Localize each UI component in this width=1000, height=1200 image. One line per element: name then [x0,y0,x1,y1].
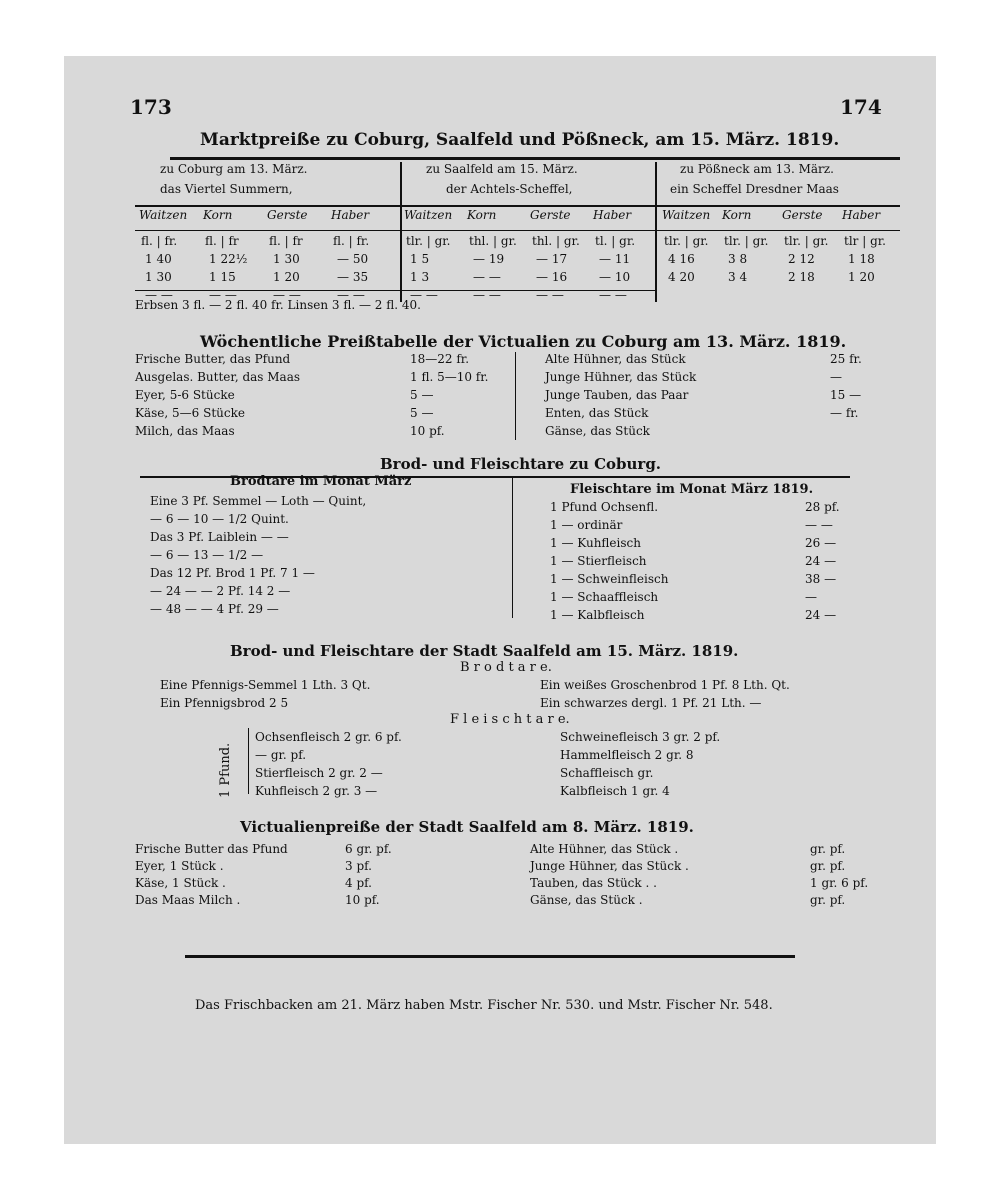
table-cell: — 10 [599,270,631,284]
fleisch-row: Kalbfleisch 1 gr. 4 [560,784,670,798]
fleisch-item: 1 — Stierfleisch [550,554,647,568]
column-header: Waitzen [662,208,711,222]
bakery-note: Das Frischbacken am 21. März haben Mstr. Fischer Nr. 530. und Mstr. Fischer Nr. 548. [195,998,773,1013]
brod-row: Ein weißes Groschenbrod 1 Pf. 8 Lth. Qt. [540,678,790,692]
unit-label: thl. | gr. [532,234,580,248]
market-footer: Erbsen 3 fl. — 2 fl. 40 fr. Linsen 3 fl. — 2 fl. 40. [135,298,421,312]
table-cell: 1 5 [410,252,430,266]
victual-item: Käse, 1 Stück . [135,876,226,890]
victual-item: Milch, das Maas [135,424,235,438]
rule [170,157,900,160]
victual-item: Alte Hühner, das Stück [545,352,686,366]
table-cell: 1 40 [145,252,172,266]
table-cell: — 19 [473,252,505,266]
column-header: Waitzen [139,208,188,222]
brod-row: Das 3 Pf. Laiblein — — [150,530,289,544]
column-header: Gerste [267,208,308,222]
bracket-label: 1 Pfund. [218,742,233,798]
fleisch-item: 1 — Kalbfleisch [550,608,645,622]
victual-price: 10 pf. [410,424,445,438]
fleisch-row: Hammelfleisch 2 gr. 8 [560,748,694,762]
table-cell: — — [209,288,237,302]
rule [135,205,900,207]
bracket-line [248,728,249,794]
unit-label: tlr. | gr. [664,234,709,248]
table-divider [400,162,402,302]
brod-row: Ein Pfennigsbrod 2 5 [160,696,289,710]
fleisch-price: 24 — [805,608,837,622]
table-cell: — — [145,288,173,302]
fleisch-price: 24 — [805,554,837,568]
victual-item: Alte Hühner, das Stück . [530,842,679,856]
brod-row: Eine 3 Pf. Semmel — Loth — Quint, [150,494,367,508]
table-cell: 1 20 [273,270,300,284]
table-cell: 1 18 [848,252,875,266]
brod-row: Eine Pfennigs-Semmel 1 Lth. 3 Qt. [160,678,371,692]
table-cell: 1 15 [209,270,236,284]
victual-price: 10 pf. [345,893,380,907]
victual-item: Junge Tauben, das Paar [545,388,689,402]
table-cell: — — [473,288,501,302]
brod-row: — 6 — 10 — 1/2 Quint. [150,512,289,526]
fleisch-price: 38 — [805,572,837,586]
table-cell: 1 3 [410,270,430,284]
fleisch-row: Kuhfleisch 2 gr. 3 — [255,784,378,798]
victual-item: Eyer, 1 Stück . [135,859,224,873]
victual-item: Junge Hühner, das Stück [545,370,697,384]
victual-item: Gänse, das Stück [545,424,650,438]
brod-subtitle: B r o d t a r e. [460,660,552,675]
fleisch-price: — [805,590,817,604]
table-cell: 1 30 [145,270,172,284]
rule [185,955,795,958]
table-cell: — — [599,288,627,302]
victual-item: Frische Butter, das Pfund [135,352,291,366]
table-cell: 3 4 [728,270,748,284]
column-divider [515,352,516,440]
market-title: Marktpreiße zu Coburg, Saalfeld und Pößneck, am 15. März. 1819. [200,130,840,150]
table-cell: — — [536,288,564,302]
coburg-head2: das Viertel Summern, [160,182,293,196]
victual-price: 5 — [410,406,434,420]
column-header: Haber [842,208,881,222]
table-cell: 1 30 [273,252,300,266]
victual-price: 3 pf. [345,859,372,873]
fleisch-item: 1 — Schaaffleisch [550,590,659,604]
unit-label: tlr. | gr. [724,234,769,248]
column-header: Korn [467,208,497,222]
table-cell: — 17 [536,252,568,266]
fleisch-price: 28 pf. [805,500,840,514]
unit-label: fl. | fr [269,234,303,248]
fleisch-row: — gr. pf. [255,748,307,762]
table-cell: — 50 [337,252,369,266]
page-number-left: 173 [130,95,172,119]
unit-label: tlr | gr. [844,234,886,248]
victual-item: Käse, 5—6 Stücke [135,406,245,420]
table-cell: — 11 [599,252,631,266]
victual-price: 1 gr. 6 pf. [810,876,869,890]
victual-price: gr. pf. [810,842,846,856]
table-cell: 3 8 [728,252,748,266]
table-cell: — 35 [337,270,369,284]
unit-label: fl. | fr [205,234,239,248]
table-cell: 4 20 [668,270,695,284]
unit-label: fl. | fr. [333,234,370,248]
coburg-tax-title: Brod- und Fleischtare zu Coburg. [380,455,662,473]
fleisch-subtitle: F l e i s c h t a r e. [450,712,570,727]
victual-price: 25 fr. [830,352,862,366]
victual-price: 1 fl. 5—10 fr. [410,370,489,384]
victual-item: Frische Butter das Pfund [135,842,288,856]
column-divider [512,478,513,618]
table-cell: — — [473,270,501,284]
column-header: Korn [203,208,233,222]
victual-item: Das Maas Milch . [135,893,241,907]
fleisch-row: Schweinefleisch 3 gr. 2 pf. [560,730,721,744]
unit-label: thl. | gr. [469,234,517,248]
victual-price: — fr. [830,406,859,420]
fleisch-item: 1 — ordinär [550,518,623,532]
victualien-title: Victualienpreiße der Stadt Saalfeld am 8. März. 1819. [240,818,694,836]
table-cell: 2 12 [788,252,815,266]
coburg-head1: zu Coburg am 13. März. [160,162,308,176]
victual-item: Gänse, das Stück . [530,893,643,907]
unit-label: fl. | fr. [141,234,178,248]
column-header: Gerste [530,208,571,222]
saalfeld-head1: zu Saalfeld am 15. März. [426,162,578,176]
victual-price: 4 pf. [345,876,372,890]
unit-label: tlr. | gr. [784,234,829,248]
rule [135,230,900,231]
table-cell: 2 18 [788,270,815,284]
victual-price: gr. pf. [810,893,846,907]
poessneck-head2: ein Scheffel Dresdner Maas [670,182,839,196]
brod-row: Ein schwarzes dergl. 1 Pf. 21 Lth. — [540,696,762,710]
table-divider [655,162,657,302]
table-cell: 1 22½ [209,252,248,266]
fleisch-price: — — [805,518,833,532]
unit-label: tlr. | gr. [406,234,451,248]
fleisch-row: Schaffleisch gr. [560,766,654,780]
victual-price: 18—22 fr. [410,352,470,366]
weekly-title: Wöchentliche Preißtabelle der Victualien zu Coburg am 13. März. 1819. [200,332,847,351]
victual-item: Ausgelas. Butter, das Maas [135,370,301,384]
table-cell: 1 20 [848,270,875,284]
table-cell: — — [410,288,438,302]
fleisch-price: 26 — [805,536,837,550]
fleisch-title: Fleischtare im Monat März 1819. [570,482,814,497]
poessneck-head1: zu Pößneck am 13. März. [680,162,834,176]
page-number-right: 174 [840,95,882,119]
unit-label: tl. | gr. [595,234,636,248]
victual-price: 6 gr. pf. [345,842,392,856]
brod-row: — 6 — 13 — 1/2 — [150,548,264,562]
column-header: Korn [722,208,752,222]
fleisch-item: 1 — Kuhfleisch [550,536,641,550]
fleisch-row: Ochsenfleisch 2 gr. 6 pf. [255,730,402,744]
brod-row: — 48 — — 4 Pf. 29 — [150,602,279,616]
saalfeld-head2: der Achtels-Scheffel, [446,182,573,196]
table-cell: — 16 [536,270,568,284]
victual-price: 5 — [410,388,434,402]
victual-price: gr. pf. [810,859,846,873]
victual-item: Junge Hühner, das Stück . [530,859,689,873]
victual-price: 15 — [830,388,862,402]
fleisch-item: 1 Pfund Ochsenfl. [550,500,659,514]
table-cell: — — [273,288,301,302]
column-header: Haber [593,208,632,222]
table-cell: — — [337,288,365,302]
saalfeld-tax-title: Brod- und Fleischtare der Stadt Saalfeld am 15. März. 1819. [230,642,739,660]
fleisch-item: 1 — Schweinfleisch [550,572,669,586]
fleisch-row: Stierfleisch 2 gr. 2 — [255,766,383,780]
brod-title: Brodtare im Monat März [230,474,412,489]
brod-row: Das 12 Pf. Brod 1 Pf. 7 1 — [150,566,315,580]
column-header: Gerste [782,208,823,222]
victual-item: Enten, das Stück [545,406,649,420]
column-header: Haber [331,208,370,222]
victual-item: Eyer, 5-6 Stücke [135,388,235,402]
victual-price: — [830,370,842,384]
brod-row: — 24 — — 2 Pf. 14 2 — [150,584,291,598]
column-header: Waitzen [404,208,453,222]
victual-item: Tauben, das Stück . . [530,876,657,890]
table-cell: 4 16 [668,252,695,266]
